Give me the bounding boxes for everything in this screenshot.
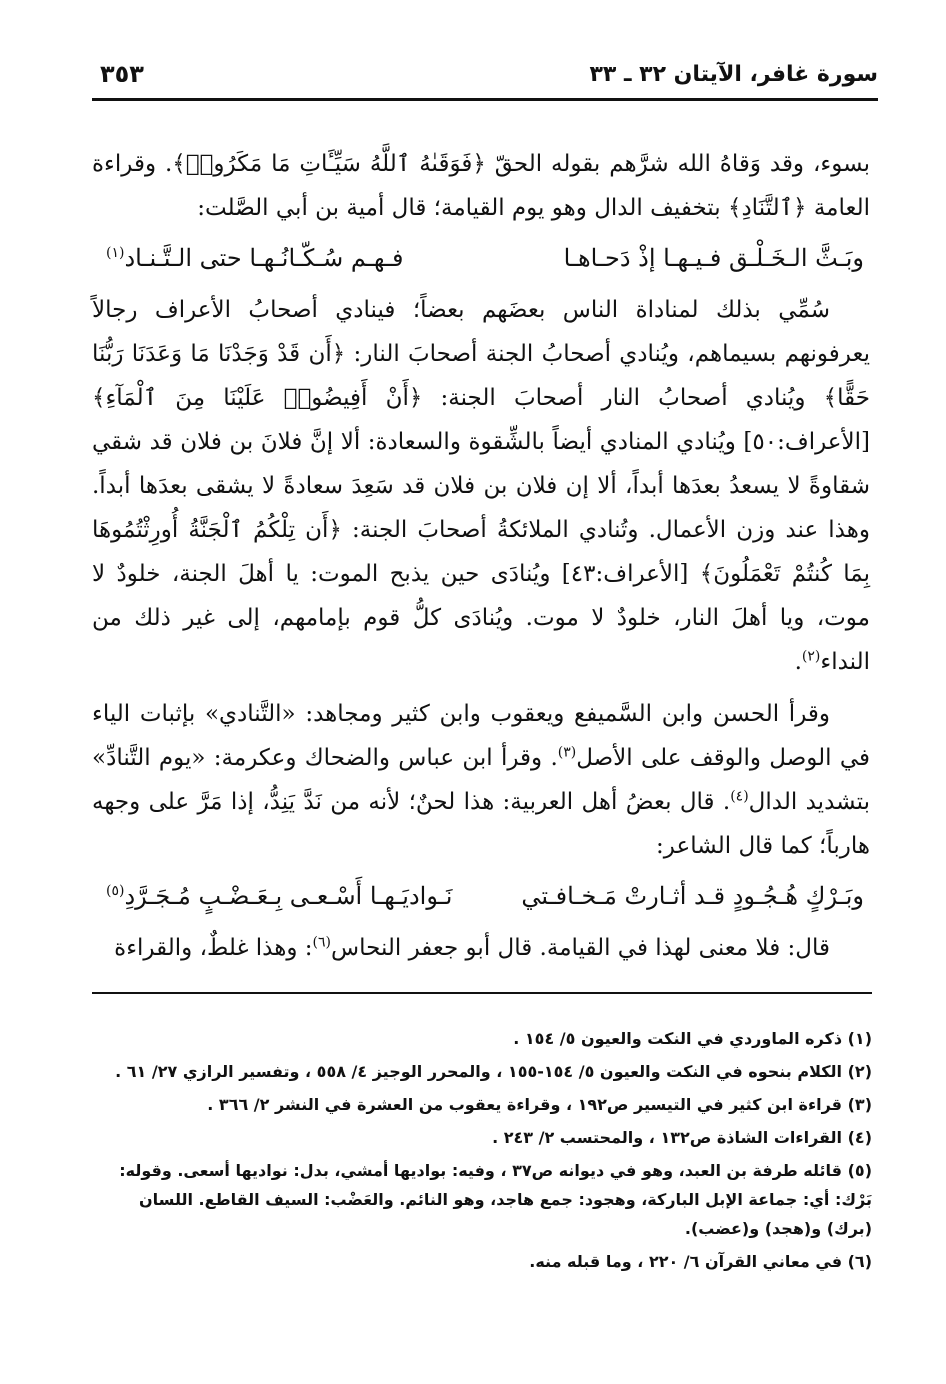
footnote-5: (٥) قائله طرفة بن العبد، وهو في ديوانه ص٣٧ ، وفيه: بواديها أمشي، بدل: نواديها أسعى. وقوله: بَرْك: أي: جماعة الإبل الباركة، وهجود: جمع هاجد، وهو النائم. والعَضْب: السيف القاطع. اللسان (برك) و(هجد) و(عضب). — [119, 1161, 872, 1238]
footnote-ref-5: (٥) — [106, 883, 125, 899]
verse-2-second-hemistich — [106, 870, 452, 922]
verse-1-second-text: فـهـم سُـكّـانُـهـا حتى الـتَّـنـاد — [124, 244, 404, 272]
paragraph-2-text: سُمِّي بذلك لمناداة الناس بعضَهم بعضاً؛ فينادي أصحابُ الأعراف رجالاً يعرفونهم بسيماهم، ويُنادي أصحابُ الجنة أصحابَ النار: ﴿أَن قَدْ وَجَدْنَا مَا وَعَدَنَا رَبُّنَا حَقًّا﴾ ويُنادي أصحابُ النار أصحابَ الجنة: ﴿أَنْ أَفِيضُوا۟ عَلَيْنَا مِنَ ٱلْمَآءِ﴾ [الأعراف:٥٠] ويُنادي المنادي أيضاً بالشِّقوة والسعادة: ألا إنَّ فلانَ بن فلان قد شقي شقاوةً لا يسعدُ بعدَها أبداً، ألا إن فلان بن فلان قد سَعِدَ سعادةً لا يشقى بعدَها أبداً. وهذا عند وزن الأعمال. وتُنادي الملائكةُ أصحابَ الجنة: ﴿أَن تِلْكُمُ ٱلْجَنَّةُ أُورِثْتُمُوهَا بِمَا كُنتُمْ تَعْمَلُونَ﴾ [الأعراف:٤٣] ويُنادَى حين يذبح الموت: يا أهلَ الجنة، خلودٌ لا موت، ويا أهلَ النار، خلودٌ لا موت. ويُنادَى كلُّ قوم بإمامهم، إلى غير ذلك من النداء — [92, 297, 871, 675]
poetry-verse-1 — [92, 232, 870, 284]
footnotes — [92, 1024, 872, 1280]
paragraph-1 — [92, 142, 870, 230]
paragraph-1-line-2: العامة ﴿ٱلتَّنَادِ﴾ بتخفيف الدال وهو يوم القيامة؛ قال أمية بن أبي الصَّلت: — [197, 195, 870, 221]
footnote-2: (٢) الكلام بنحوه في النكت والعيون ٥/ ١٥٤-١٥٥ ، والمحرر الوجيز ٤/ ٥٥٨ ، وتفسير الرازي ٢٧/ ٦١ . — [115, 1062, 872, 1081]
verse-1-first-hemistich: وبَـثَّ الـخَـلْـق فـيـهـا إذْ دَحـاهـا — [563, 244, 864, 272]
footnote-ref-4: (٤) — [730, 788, 749, 805]
verse-2-second-text: نَـواديَـهـا أَسْـعـى بِـعَـضْـبٍ مُـجَـرَّدِ — [124, 882, 453, 910]
page-header — [92, 58, 878, 98]
footnote-ref-1: (١) — [106, 245, 125, 261]
paragraph-1-line-1: بسوء، وقد وَقاهُ الله شرَّهم بقوله الحقّ ﴿فَوَقَىٰهُ ٱللَّهُ سَيِّـَٔاتِ مَا مَكَرُوا۟﴾. وقراءة — [92, 151, 870, 177]
poetry-verse-2 — [92, 870, 870, 922]
running-title: سورة غافر، الآيتان ٣٢ ـ ٣٣ — [589, 62, 878, 87]
footnote-ref-3: (٣) — [557, 744, 577, 761]
footnote-4: (٤) القراءات الشاذة ص١٣٢ ، والمحتسب ٢/ ٢٤٣ . — [492, 1128, 872, 1147]
verse-2-first-hemistich: وبَـرْكٍ هُـجُـودٍ قـد أثـارتْ مَـخـافـتي — [521, 882, 864, 910]
header-rule — [92, 98, 878, 101]
page-number: ٣٥٣ — [100, 60, 144, 88]
footnote-ref-2: (٢) — [801, 648, 821, 665]
footnote-1: (١) ذكره الماوردي في النكت والعيون ٥/ ١٥٤ . — [513, 1029, 872, 1048]
main-text — [92, 142, 870, 970]
paragraph-3-part-1: وقرأ الحسن وابن السَّميفع ويعقوب وابن كثير ومجاهد: «التَّنادي» بإثبات الياء في الوصل والوقف على الأصل — [92, 701, 870, 771]
paragraph-4 — [92, 926, 870, 970]
paragraph-3 — [92, 692, 870, 868]
footnote-3: (٣) قراءة ابن كثير في التيسير ص١٩٢ ، وقراءة يعقوب من العشرة في النشر ٢/ ٣٦٦ . — [207, 1095, 872, 1114]
paragraph-3-part-3: . قال بعضُ أهل العربية: هذا لحنٌ؛ لأنه من نَدَّ يَنِدُّ، إذا مَرَّ على وجهه هارباً؛ كما قال الشاعر: — [92, 789, 870, 859]
paragraph-3-part-2: . وقرأ ابن عباس والضحاك وعكرمة: «يوم التَّنادِّ» بتشديد الدال — [92, 745, 870, 815]
paragraph-4-part-2: : وهذا غلطٌ، والقراءة — [114, 935, 313, 961]
paragraph-2 — [92, 288, 870, 684]
verse-1-second-hemistich — [106, 232, 403, 284]
footnote-6: (٦) في معاني القرآن ٦/ ٢٢٠ ، وما قبله منه. — [529, 1252, 872, 1271]
paragraph-4-part-1: قال: فلا معنى لهذا في القيامة. قال أبو جعفر النحاس — [331, 935, 830, 961]
footnote-ref-6: (٦) — [312, 934, 332, 951]
footnote-separator — [92, 992, 872, 994]
paragraph-2-end: . — [794, 649, 802, 675]
